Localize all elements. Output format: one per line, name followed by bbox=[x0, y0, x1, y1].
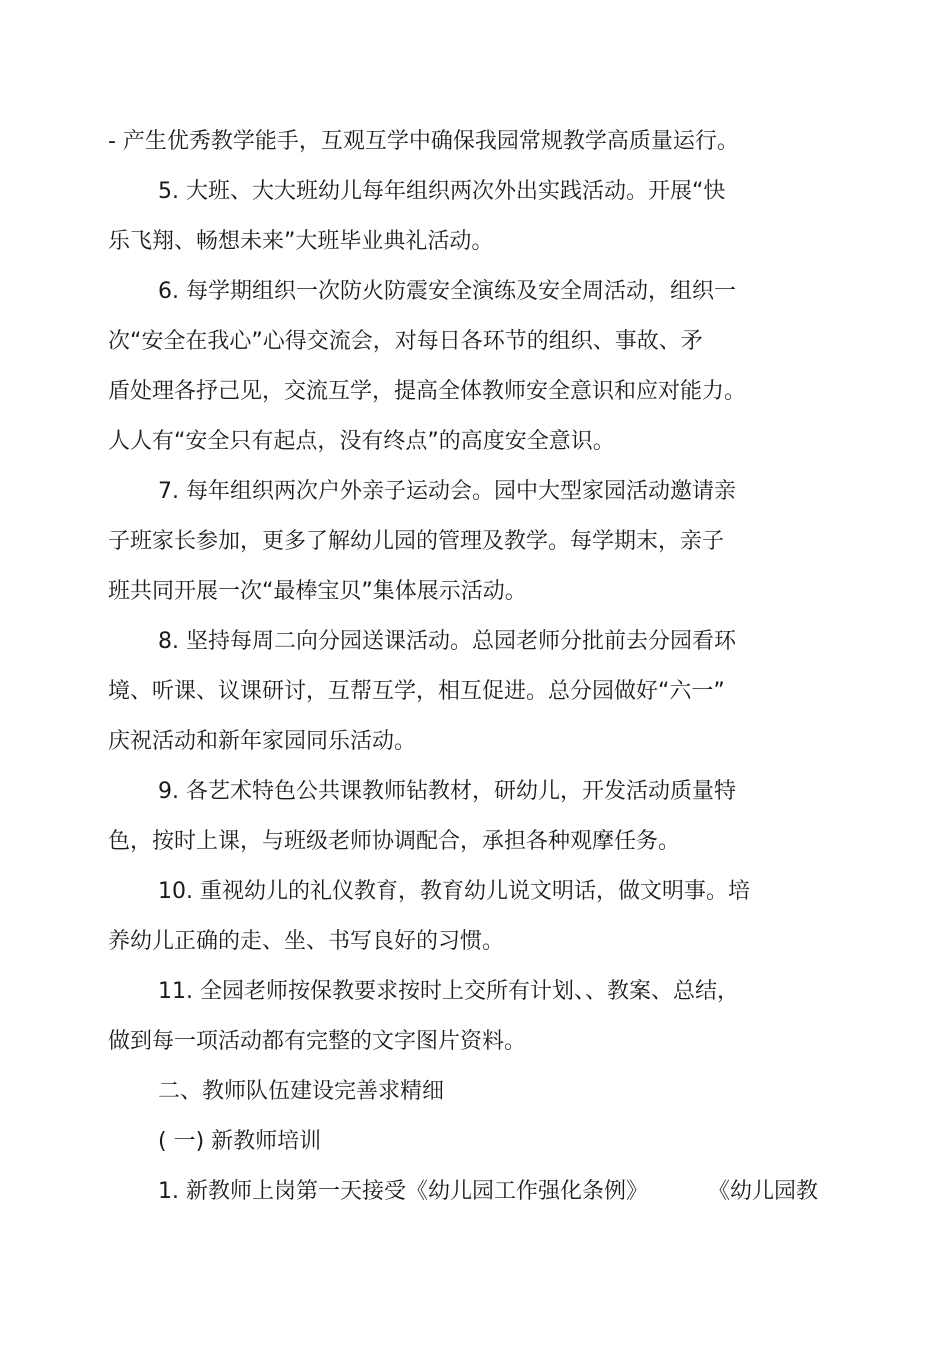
text-line: 次“安全在我心”心得交流会，对每日各环节的组织、事故、矛 bbox=[108, 329, 703, 354]
text-line bbox=[158, 1177, 818, 1207]
text-segment: 1. 新教师上岗第一天接受《幼儿园工作强化条例》 bbox=[158, 1179, 648, 1204]
text-line: - 产生优秀教学能手，互观互学中确保我园常规教学高质量运行。 bbox=[108, 129, 739, 154]
text-line: 养幼儿正确的走、坐、书写良好的习惯。 bbox=[108, 929, 505, 954]
text-line: 8. 坚持每周二向分园送课活动。总园老师分批前去分园看环 bbox=[158, 629, 736, 654]
text-line: 做到每一项活动都有完整的文字图片资料。 bbox=[108, 1029, 527, 1054]
text-line: 9. 各艺术特色公共课教师钻教材，研幼儿，开发活动质量特 bbox=[158, 779, 736, 804]
text-line: 乐飞翔、畅想未来”大班毕业典礼活动。 bbox=[108, 229, 494, 254]
text-line: 境、听课、议课研讨，互帮互学，相互促进。总分园做好“六一” bbox=[108, 679, 725, 704]
subsection-heading: ( 一) 新教师培训 bbox=[158, 1129, 322, 1154]
text-line: 庆祝活动和新年家园同乐活动。 bbox=[108, 729, 417, 754]
text-line: 色，按时上课，与班级老师协调配合，承担各种观摩任务。 bbox=[108, 829, 681, 854]
text-segment: 《幼儿园教 bbox=[708, 1179, 819, 1204]
text-line: 7. 每年组织两次户外亲子运动会。园中大型家园活动邀请亲 bbox=[158, 479, 736, 504]
text-line: 10. 重视幼儿的礼仪教育，教育幼儿说文明话，做文明事。培 bbox=[158, 879, 750, 904]
text-line: 5. 大班、大大班幼儿每年组织两次外出实践活动。开展“快 bbox=[158, 179, 726, 204]
text-line: 6. 每学期组织一次防火防震安全演练及安全周活动，组织一 bbox=[158, 279, 736, 304]
text-line: 11. 全园老师按保教要求按时上交所有计划、、教案、总结， bbox=[158, 979, 739, 1004]
text-line: 盾处理各抒己见，交流互学，提高全体教师安全意识和应对能力。 bbox=[108, 379, 747, 404]
text-line: 人人有“安全只有起点，没有终点”的高度安全意识。 bbox=[108, 429, 615, 454]
text-line: 班共同开展一次“最棒宝贝”集体展示活动。 bbox=[108, 579, 527, 604]
section-heading: 二、教师队伍建设完善求精细 bbox=[158, 1079, 445, 1104]
text-line: 子班家长参加，更多了解幼儿园的管理及教学。每学期末，亲子 bbox=[108, 529, 725, 554]
